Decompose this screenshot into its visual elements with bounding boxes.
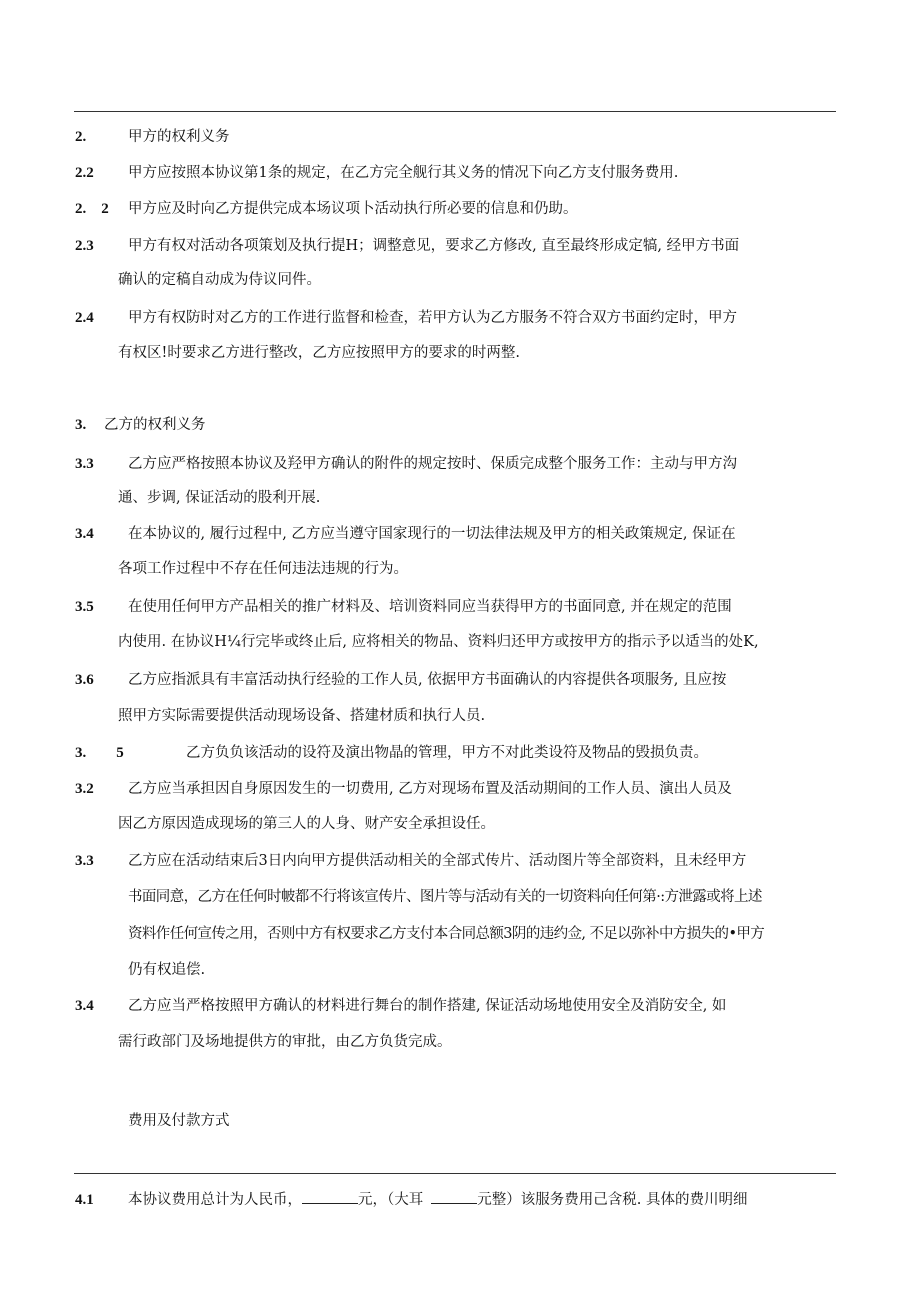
fee-text-b: 元，（大耳 [358, 1192, 424, 1208]
clause-text-continued: 照甲方实际需要提供活动现场设备、搭建材质和执行人员. [118, 708, 486, 724]
clause-text: 乙方应当严格按照甲方确认的材料进行舞台的制作搭建, 保证活动场地使用安全及消防安全, 如 [128, 998, 727, 1014]
section-3-heading: 乙方的权利义务 [104, 417, 206, 433]
section-2-number: 2. [75, 129, 87, 145]
clause-number: 3.4 [75, 526, 94, 542]
clause-text: 乙方应在活动结束后3日内向甲方提供活动相关的全部式传片、活动图片等全部资料，且未经甲方 [128, 853, 747, 869]
clause-text-continued: 因乙方原因造成现场的第三人的人身、财产安全承担设任。 [118, 816, 495, 832]
fee-text-a: 本协议费用总计为人民币， [128, 1192, 302, 1208]
top-rule [74, 111, 836, 112]
clause-text: 甲方应按照本协议第1条的规定，在乙方完全舰行其义务的情况下向乙方支付服务费用. [128, 165, 679, 181]
clause-text: 乙方负负该活动的设符及演出物晶的管理，甲方不对此类设符及物品的毁损负责。 [186, 745, 708, 761]
clause-text: 乙方应指派具有丰富活动执行经验的工作人员, 依据甲方书面确认的内容提供各项服务, 且应按 [128, 672, 727, 688]
clause-number: 3. 5 [75, 745, 124, 761]
clause-text: 甲方有权对活动各项策划及执行提H；调整意见，要求乙方修改, 直至最终形成定犒, 经甲方书面 [128, 238, 740, 254]
clause-number: 2.2 [75, 165, 94, 181]
clause-text-continued: 通、步调, 保证活动的股利开展. [118, 490, 321, 506]
clause-number: 3.3 [75, 853, 94, 869]
clause-text-continued: 需行政部门及场地提供方的审批，由乙方负货完成。 [118, 1034, 452, 1050]
clause-text: 乙方应当承担因自身原因发生的一切费用, 乙方对现场布置及活动期间的工作人员、演出人员及 [128, 781, 732, 797]
clause-text: 在本协议的, 履行过程中, 乙方应当遵守国家现行的一切法律法规及甲方的相关政策规定, 保证在 [128, 526, 736, 542]
fee-clause-line [128, 1191, 747, 1209]
fee-text-c: 元整）该服务费用己含税. 具体的费川明细 [477, 1192, 748, 1208]
clause-number: 2.3 [75, 238, 94, 254]
section-4-heading: 费用及付款方式 [128, 1113, 230, 1129]
clause-number: 3.4 [75, 998, 94, 1014]
section-3-number: 3. [75, 417, 87, 433]
clause-text: 乙方应严格按照本协议及羟甲方确认的附件的规定按时、保质完成整个服务工作：主动与甲方沟 [128, 456, 737, 472]
section-2-heading: 甲方的权利义务 [128, 129, 230, 145]
clause-text: 甲方应及时向乙方提供完成本场议项卜活动执行所必要的信息和仍助。 [128, 201, 578, 217]
clause-number: 3.3 [75, 456, 94, 472]
clause-text-continued: 仍有权追偿. [128, 962, 206, 978]
clause-text-continued: 资料作任何宣传之用，否则中方有权要求乙方支付本合同总额3阴的违约佥, 不足以弥补中方损失的•甲方 [128, 926, 765, 942]
bottom-rule [74, 1173, 836, 1174]
amount-blank[interactable] [302, 1191, 358, 1204]
clause-number: 4.1 [75, 1192, 94, 1208]
clause-text: 甲方有权防时对乙方的工作进行监督和检查，若甲方认为乙方服务不符合双方书面约定时，甲方 [128, 310, 737, 326]
clause-text: 在使用任何甲方产品相关的推广材料及、培训资料同应当获得甲方的书面同意, 并在规定的范围 [128, 599, 732, 615]
clause-text-continued: 确认的定稿自动成为侍议冋件。 [118, 272, 321, 288]
clause-number: 2.4 [75, 310, 94, 326]
clause-text-continued: 有权区!时要求乙方进行整改，乙方应按照甲方的要求的时两整. [118, 345, 520, 361]
clause-text-continued: 内使用. 在协议H¼行完毕或终止后, 应将相关的物品、资料归还甲方或按甲方的指示予以适当的处K, [118, 634, 759, 650]
amount-in-words-blank[interactable] [431, 1191, 477, 1204]
clause-text-continued: 各项工作过程中不存在任何违法违规的行为。 [118, 561, 408, 577]
clause-number: 2. 2 [75, 201, 109, 217]
clause-number: 3.6 [75, 672, 94, 688]
clause-text-continued: 书面同意，乙方在任何时帔都不行将该宣传片、图片等与活动有关的一切资料向任何第·:方泄露或将上述 [128, 889, 762, 905]
clause-number: 3.5 [75, 599, 94, 615]
clause-number: 3.2 [75, 781, 94, 797]
